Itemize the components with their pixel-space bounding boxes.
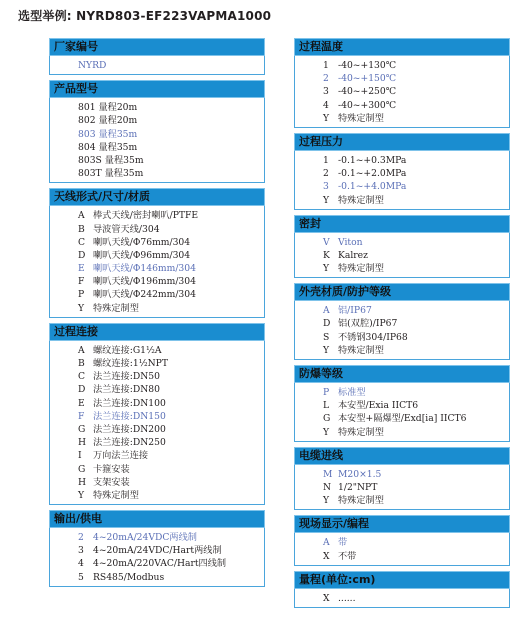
option-row: 801 量程20m bbox=[78, 102, 138, 114]
option-row: 803 量程35m bbox=[78, 128, 138, 140]
option-code: Y bbox=[323, 344, 330, 356]
option-description: 4~20mA/24VDC/Hart两线制 bbox=[93, 545, 222, 557]
option-row bbox=[50, 357, 264, 370]
option-code: 3 bbox=[78, 545, 84, 557]
section-body bbox=[49, 341, 265, 505]
option-description: 特殊定制型 bbox=[93, 302, 139, 314]
spec-section bbox=[294, 215, 510, 279]
option-code: K bbox=[323, 249, 330, 261]
option-description: 喇叭天线/Φ146mm/304 bbox=[93, 263, 196, 275]
option-row bbox=[295, 194, 509, 207]
option-description: 卡箍安装 bbox=[93, 463, 130, 475]
option-row bbox=[50, 262, 264, 275]
option-row bbox=[295, 304, 509, 317]
option-row bbox=[295, 344, 509, 357]
option-row bbox=[295, 386, 509, 399]
option-description: 法兰连接:DN200 bbox=[93, 423, 166, 435]
option-row bbox=[50, 423, 264, 436]
right-column bbox=[294, 38, 510, 613]
option-description: 导波管天线/304 bbox=[93, 223, 160, 235]
option-row bbox=[295, 481, 509, 494]
spec-section bbox=[49, 323, 265, 505]
section-header: 过程温度 bbox=[294, 38, 510, 56]
option-code: 4 bbox=[78, 558, 84, 570]
option-row bbox=[50, 571, 264, 584]
option-row bbox=[50, 249, 264, 262]
section-header: 输出/供电 bbox=[49, 510, 265, 528]
section-header: 外壳材质/防护等级 bbox=[294, 283, 510, 301]
option-row bbox=[50, 489, 264, 502]
option-code: L bbox=[323, 400, 330, 412]
option-row bbox=[295, 412, 509, 425]
option-code: 2 bbox=[323, 73, 329, 85]
option-description: 特殊定制型 bbox=[338, 495, 384, 507]
option-row bbox=[50, 236, 264, 249]
option-row bbox=[50, 344, 264, 357]
section-header: 电缆进线 bbox=[294, 447, 510, 465]
option-code: P bbox=[78, 289, 85, 301]
option-code: N bbox=[323, 481, 332, 493]
section-body bbox=[294, 56, 510, 128]
spec-section bbox=[49, 510, 265, 587]
option-row bbox=[50, 531, 264, 544]
option-description: RS485/Modbus bbox=[93, 571, 165, 583]
option-code: S bbox=[323, 331, 330, 343]
spec-section bbox=[294, 133, 510, 210]
option-row: 804 量程35m bbox=[78, 141, 138, 153]
option-code: A bbox=[323, 537, 330, 549]
option-description: Kalrez bbox=[338, 249, 368, 261]
option-code: 3 bbox=[323, 181, 329, 193]
option-row: 803S 量程35m bbox=[78, 154, 144, 166]
option-row bbox=[295, 468, 509, 481]
option-code: H bbox=[78, 437, 87, 449]
option-row bbox=[50, 397, 264, 410]
option-code: D bbox=[323, 318, 331, 330]
option-row bbox=[295, 99, 509, 112]
option-code: Y bbox=[323, 426, 330, 438]
option-code: A bbox=[78, 344, 85, 356]
option-description: 法兰连接:DN250 bbox=[93, 437, 166, 449]
option-row bbox=[50, 383, 264, 396]
option-row bbox=[295, 262, 509, 275]
option-code: H bbox=[78, 476, 87, 488]
option-description: 标准型 bbox=[338, 387, 366, 398]
option-description: 法兰连接:DN100 bbox=[93, 397, 166, 409]
option-code: Y bbox=[78, 302, 85, 314]
option-description: 棒式天线/密封喇叭/PTFE bbox=[93, 210, 199, 222]
option-row bbox=[50, 463, 264, 476]
option-row bbox=[295, 426, 509, 439]
option-code: P bbox=[323, 387, 330, 398]
option-description: 特殊定制型 bbox=[338, 194, 384, 206]
option-code: I bbox=[78, 450, 82, 462]
option-row: 802 量程20m bbox=[78, 115, 138, 127]
option-row bbox=[295, 550, 509, 563]
option-code: 1 bbox=[323, 60, 329, 71]
option-description: 螺纹连接:1½NPT bbox=[93, 358, 168, 369]
option-row bbox=[50, 544, 264, 557]
option-code: F bbox=[78, 276, 85, 288]
option-row bbox=[295, 317, 509, 330]
section-body bbox=[294, 383, 510, 442]
option-description: 4~20mA/24VDC两线制 bbox=[93, 532, 197, 544]
option-code: Y bbox=[323, 112, 330, 124]
spec-section bbox=[294, 571, 510, 608]
option-description: 万向法兰连接 bbox=[93, 450, 149, 462]
option-row: 803T 量程35m bbox=[78, 168, 144, 180]
option-description: 本安型+隔爆型/Exd[ia] IICT6 bbox=[338, 413, 467, 425]
option-description: Viton bbox=[338, 236, 363, 248]
option-code: X bbox=[323, 592, 330, 604]
option-description: 本安型/Exia IICT6 bbox=[338, 400, 419, 412]
option-code: C bbox=[78, 236, 86, 248]
option-description: -40~+130℃ bbox=[338, 60, 397, 71]
option-description: -0.1~+4.0MPa bbox=[338, 181, 407, 193]
section-body bbox=[49, 206, 265, 318]
option-description: -40~+150℃ bbox=[338, 73, 397, 85]
option-description: 喇叭天线/Φ196mm/304 bbox=[93, 276, 196, 288]
option-description: -0.1~+2.0MPa bbox=[338, 168, 407, 180]
option-description: 特殊定制型 bbox=[338, 426, 384, 438]
option-description: 螺纹连接:G1½A bbox=[93, 344, 162, 356]
spec-section bbox=[294, 515, 510, 565]
option-code: G bbox=[323, 413, 331, 425]
option-description: 喇叭天线/Φ242mm/304 bbox=[93, 289, 196, 301]
left-column bbox=[49, 38, 265, 592]
option-description: 喇叭天线/Φ76mm/304 bbox=[93, 236, 191, 248]
option-code: A bbox=[323, 305, 330, 317]
option-code: Y bbox=[323, 495, 330, 507]
option-code: G bbox=[78, 423, 86, 435]
option-description: 支架安装 bbox=[93, 476, 130, 488]
option-row bbox=[295, 180, 509, 193]
option-row bbox=[295, 399, 509, 412]
option-code: Y bbox=[323, 194, 330, 206]
option-row bbox=[295, 249, 509, 262]
option-row bbox=[50, 209, 264, 222]
option-row bbox=[295, 59, 509, 72]
option-code: 1 bbox=[323, 154, 329, 166]
option-code: X bbox=[323, 550, 330, 562]
section-header: 过程连接 bbox=[49, 323, 265, 341]
section-body bbox=[294, 533, 510, 565]
option-code: Y bbox=[78, 489, 85, 501]
option-description: 1/2"NPT bbox=[338, 481, 378, 493]
option-description: ...... bbox=[338, 592, 356, 604]
option-code: C bbox=[78, 371, 86, 383]
spec-section bbox=[49, 38, 265, 75]
option-row bbox=[295, 85, 509, 98]
section-header: 产品型号 bbox=[49, 80, 265, 98]
option-row bbox=[50, 223, 264, 236]
section-header: 天线形式/尺寸/材质 bbox=[49, 188, 265, 206]
option-code: B bbox=[78, 223, 85, 235]
option-code: D bbox=[78, 384, 86, 396]
option-row bbox=[50, 449, 264, 462]
option-description: 特殊定制型 bbox=[93, 489, 139, 501]
option-description: 4~20mA/220VAC/Hart四线制 bbox=[93, 558, 227, 570]
option-row bbox=[295, 112, 509, 125]
option-code: A bbox=[78, 210, 85, 222]
section-header: 厂家编号 bbox=[49, 38, 265, 56]
section-body bbox=[49, 528, 265, 587]
spec-section bbox=[49, 80, 265, 183]
option-code: 4 bbox=[323, 99, 329, 111]
spec-section bbox=[294, 283, 510, 360]
option-row bbox=[50, 370, 264, 383]
option-description: 法兰连接:DN150 bbox=[93, 410, 166, 422]
section-header: 量程(单位:cm) bbox=[294, 571, 510, 589]
option-row bbox=[295, 592, 509, 605]
option-code: D bbox=[78, 249, 86, 261]
section-body bbox=[294, 233, 510, 279]
option-description: 喇叭天线/Φ96mm/304 bbox=[93, 249, 191, 261]
option-description: -40~+250℃ bbox=[338, 86, 397, 98]
option-code: F bbox=[78, 410, 85, 422]
option-code: 2 bbox=[78, 532, 84, 544]
option-description: 法兰连接:DN50 bbox=[93, 371, 160, 383]
option-description: 特殊定制型 bbox=[338, 263, 384, 275]
option-code: 5 bbox=[78, 571, 84, 583]
option-code: Y bbox=[323, 263, 330, 275]
option-description: 特殊定制型 bbox=[338, 344, 384, 356]
option-row bbox=[50, 410, 264, 423]
option-row bbox=[50, 275, 264, 288]
option-row bbox=[295, 72, 509, 85]
option-description: M20×1.5 bbox=[338, 468, 382, 480]
option-row bbox=[295, 236, 509, 249]
option-row bbox=[295, 167, 509, 180]
spec-section bbox=[294, 447, 510, 511]
spec-section bbox=[294, 38, 510, 128]
section-body bbox=[49, 98, 265, 183]
option-description: 法兰连接:DN80 bbox=[93, 384, 160, 396]
section-header: 过程压力 bbox=[294, 133, 510, 151]
option-row bbox=[295, 494, 509, 507]
option-description: 带 bbox=[338, 537, 348, 549]
option-description: -40~+300℃ bbox=[338, 99, 397, 111]
section-body bbox=[49, 56, 265, 75]
option-row bbox=[50, 557, 264, 570]
section-header: 现场显示/编程 bbox=[294, 515, 510, 533]
option-code: E bbox=[78, 397, 85, 409]
page-title: 选型举例: NYRD803-EF223VAPMA1000 bbox=[18, 9, 272, 23]
option-code: G bbox=[78, 463, 86, 475]
option-row bbox=[50, 436, 264, 449]
section-header: 防爆等级 bbox=[294, 365, 510, 383]
option-row bbox=[50, 476, 264, 489]
option-code: 3 bbox=[323, 86, 329, 98]
section-body bbox=[294, 301, 510, 360]
section-body bbox=[294, 465, 510, 511]
option-description: 不锈钢304/IP68 bbox=[338, 331, 408, 343]
option-row bbox=[50, 288, 264, 301]
option-row bbox=[295, 154, 509, 167]
option-row bbox=[295, 331, 509, 344]
spec-section bbox=[49, 188, 265, 318]
option-code: B bbox=[78, 358, 85, 369]
option-code: V bbox=[323, 236, 330, 248]
option-description: 特殊定制型 bbox=[338, 112, 384, 124]
option-code: E bbox=[78, 263, 85, 275]
option-description: 不带 bbox=[338, 550, 357, 562]
option-description: 铝(双腔)/IP67 bbox=[338, 318, 398, 330]
section-body bbox=[294, 151, 510, 210]
spec-section bbox=[294, 365, 510, 442]
section-header: 密封 bbox=[294, 215, 510, 233]
option-code: M bbox=[323, 468, 333, 480]
option-description: 铝/IP67 bbox=[338, 305, 372, 317]
option-description: -0.1~+0.3MPa bbox=[338, 154, 407, 166]
option-row: NYRD bbox=[78, 60, 107, 71]
option-row bbox=[50, 302, 264, 315]
option-code: 2 bbox=[323, 168, 329, 180]
option-row bbox=[295, 536, 509, 549]
section-body bbox=[294, 589, 510, 608]
